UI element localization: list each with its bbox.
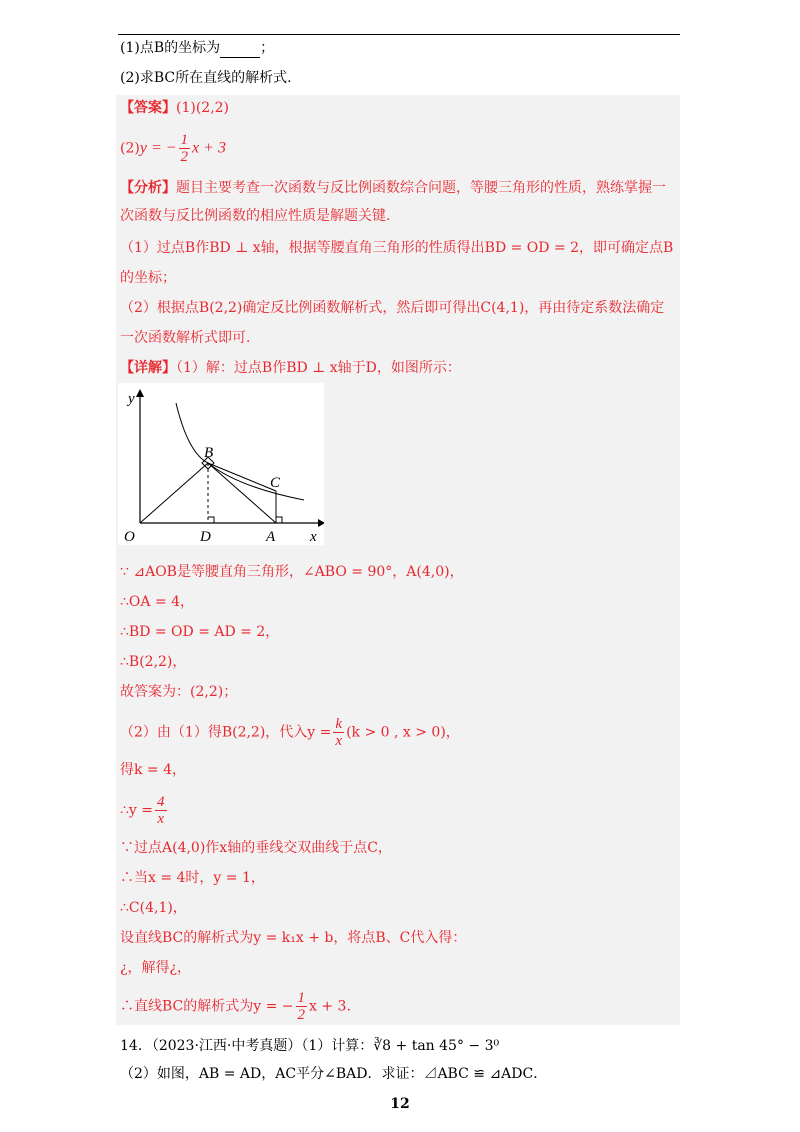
- step-1: ∵ ⊿AOB是等腰直角三角形，∠ABO = 90°，A(4,0)，: [120, 564, 464, 580]
- q-part1-text: (1)点B的坐标为: [120, 40, 221, 56]
- step-7: 得k = 4，: [120, 762, 187, 778]
- q-part1-end: ；: [260, 40, 275, 56]
- step-8: ∴y = $\frac{4}{x}$: [120, 794, 165, 827]
- step-3: ∴BD = OD = AD = 2，: [120, 624, 280, 640]
- question-part2: (2)求BC所在直线的解析式.: [120, 70, 292, 86]
- analysis-line-5: （2）根据点B(2,2)确定反比例函数解析式，然后即可得出C(4,1)，再由待定系数法确定: [120, 300, 665, 316]
- four-over-x-fraction: $\frac{4}{x}$: [157, 794, 165, 827]
- answer-2-fraction: $\frac{1}{2}$: [180, 132, 189, 165]
- step-14: ∴直线BC的解析式为y = − $\frac{1}{2}$ x + 3.: [120, 990, 351, 1023]
- step-4: ∴B(2,2)，: [120, 654, 187, 670]
- detail-line-1: 【详解】（1）解：过点B作BD ⊥ x轴于D，如图所示：: [120, 360, 461, 376]
- question-14-line-1: 14．（2023·江西·中考真题）（1）计算：∛8 + tan 45° − 3⁰: [120, 1038, 500, 1054]
- analysis-tag: 【分析】: [120, 180, 176, 196]
- step-10: ∴当x = 4时，y = 1，: [120, 870, 265, 886]
- step-6: （2）由（1）得B(2,2)，代入y = $\frac{k}{x}$ (k > 0 , x > 0)，: [120, 716, 460, 749]
- right-angle-a: [276, 517, 282, 523]
- step-2: ∴OA = 4，: [120, 594, 195, 610]
- label-b: B: [204, 445, 214, 461]
- answer-2-prefix: (2): [120, 140, 140, 157]
- top-rule: [118, 34, 680, 35]
- label-d: D: [200, 529, 211, 545]
- question-14-line-2: （2）如图，AB = AD，AC平分∠BAD．求证：⊿ABC ≌ ⊿ADC．: [120, 1066, 548, 1082]
- figure-svg: [118, 383, 324, 545]
- page-number: 12: [390, 1096, 410, 1112]
- label-c: C: [270, 475, 281, 491]
- right-angle-d: [208, 517, 214, 523]
- geometry-figure: [118, 383, 324, 545]
- segment-bc: [208, 463, 276, 491]
- analysis-line-6: 一次函数解析式即可.: [120, 330, 251, 346]
- label-a: A: [266, 529, 276, 545]
- x-axis-arrow: [318, 519, 324, 527]
- conclusion-fraction: $\frac{1}{2}$: [297, 990, 306, 1023]
- analysis-line-3: （1）过点B作BD ⊥ x轴，根据等腰直角三角形的性质得出BD = OD = 2，即可确定点B: [120, 240, 674, 256]
- answer-2-rhs: x + 3: [192, 139, 226, 157]
- step-13: ¿，解得¿，: [120, 960, 192, 976]
- step-12: 设直线BC的解析式为y = k₁x + b，将点B、C代入得：: [120, 930, 467, 946]
- analysis-line-1: 【分析】题目主要考查一次函数与反比例函数综合问题，等腰三角形的性质，熟练掌握一: [120, 180, 666, 196]
- segment-ob: [140, 463, 208, 523]
- label-y: y: [128, 391, 135, 407]
- step-11: ∴C(4,1)，: [120, 900, 187, 916]
- analysis-line-2: 次函数与反比例函数的相应性质是解题关键.: [120, 208, 391, 224]
- detail-tag: 【详解】: [120, 360, 176, 376]
- label-x: x: [310, 529, 317, 545]
- label-o: O: [124, 529, 135, 545]
- segment-ba: [208, 463, 276, 523]
- answer-line-2: [120, 132, 226, 165]
- answer-tag: 【答案】: [120, 100, 176, 116]
- step-5: 故答案为：(2,2)；: [120, 684, 238, 700]
- question-part1: [120, 38, 274, 58]
- hyperbola-curve: [176, 403, 304, 500]
- y-axis-arrow: [136, 389, 144, 397]
- answer-line-1: [120, 98, 229, 118]
- answer-2-lhs: y = −: [139, 139, 177, 157]
- k-over-x-fraction: $\frac{k}{x}$: [335, 716, 343, 749]
- analysis-line-4: 的坐标；: [120, 270, 176, 286]
- answer-1: (1)(2,2): [176, 100, 230, 116]
- answer-blank: [220, 43, 260, 58]
- step-9: ∵过点A(4,0)作x轴的垂线交双曲线于点C，: [120, 840, 392, 856]
